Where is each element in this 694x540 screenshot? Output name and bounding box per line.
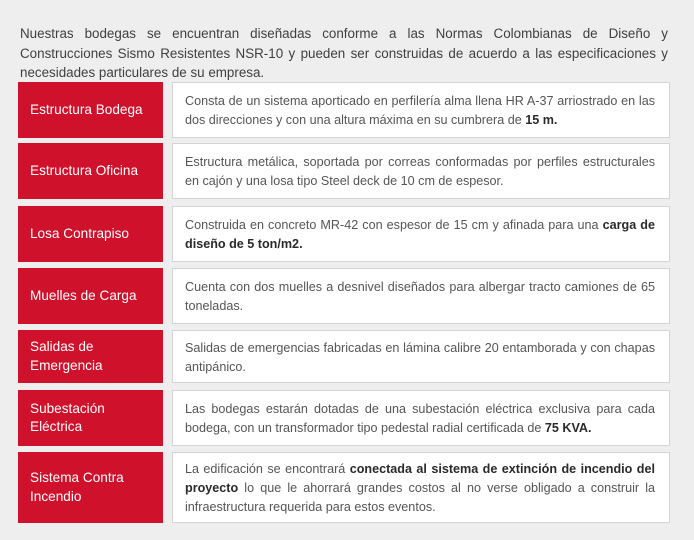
- spec-description: [172, 330, 670, 383]
- spec-label: [18, 330, 163, 383]
- desc-segment: Construida en concreto MR-42 con espesor de 15 cm y afinada para una: [185, 218, 603, 232]
- desc-segment: Consta de un sistema aporticado en perfilería alma llena HR A-37 arriostrado en las dos direcciones y con una altura máxima en su cumbrera de: [185, 94, 655, 127]
- spec-row-losa-contrapiso: [18, 206, 670, 262]
- spec-description: [172, 452, 670, 523]
- desc-segment: Salidas de emergencias fabricadas en lámina calibre 20 entamborada y con chapas antipánico.: [185, 341, 655, 374]
- spec-label-text: Estructura Bodega: [30, 101, 143, 117]
- intro-paragraph: Nuestras bodegas se encuentran diseñadas conforme a las Normas Colombianas de Diseño y Construcciones Sismo Resistentes NSR-10 y pueden ser construidas de acuerdo a las especificaciones y necesidades particulares de su empresa.: [20, 26, 668, 81]
- spec-label: [18, 143, 163, 199]
- spec-label-text: Sistema Contra Incendio: [30, 470, 124, 504]
- spec-label: [18, 268, 163, 324]
- desc-segment: Cuenta con dos muelles a desnivel diseñados para albergar tracto camiones de 65 toneladas.: [185, 280, 655, 313]
- desc-segment: lo que le ahorrará grandes costos al no verse obligado a construir la infraestructura requerida para estos eventos.: [185, 481, 655, 514]
- spec-label: [18, 390, 163, 446]
- spec-row-salidas-de-emergencia: [18, 330, 670, 383]
- spec-label-text: Estructura Oficina: [30, 162, 139, 178]
- spec-description: [172, 390, 670, 446]
- spec-label-text: Salidas de Emergencia: [30, 339, 103, 373]
- spec-description: [172, 143, 670, 199]
- spec-description: [172, 268, 670, 324]
- desc-segment-bold: conectada al sistema de extinción de incendio del proyecto: [185, 462, 655, 495]
- desc-segment-bold: 15 m.: [525, 113, 558, 127]
- spec-label: [18, 452, 163, 523]
- desc-segment-bold: 75 KVA.: [544, 421, 592, 435]
- spec-row-estructura-bodega: [18, 82, 670, 138]
- spec-row-estructura-oficina: [18, 143, 670, 199]
- spec-description: [172, 82, 670, 138]
- spec-label-text: Muelles de Carga: [30, 287, 137, 303]
- spec-label: [18, 82, 163, 138]
- desc-segment: Estructura metálica, soportada por correas conformadas por perfiles estructurales en cajón y una losa tipo Steel deck de 10 cm de espesor.: [185, 155, 655, 188]
- spec-label-text: Losa Contrapiso: [30, 225, 129, 241]
- spec-row-subestacion-electrica: [18, 390, 670, 446]
- spec-description: [172, 206, 670, 262]
- spec-row-muelles-de-carga: [18, 268, 670, 324]
- spec-label: [18, 206, 163, 262]
- desc-segment: Las bodegas estarán dotadas de una subestación eléctrica exclusiva para cada bodega, con un transformador tipo pedestal radial certificada de: [185, 402, 655, 435]
- spec-label-text: Subestación Eléctrica: [30, 400, 105, 434]
- desc-segment-bold: carga de diseño de 5 ton/m2.: [185, 218, 655, 251]
- spec-row-sistema-contra-incendio: [18, 452, 670, 523]
- desc-segment: La edificación se encontrará: [185, 462, 350, 476]
